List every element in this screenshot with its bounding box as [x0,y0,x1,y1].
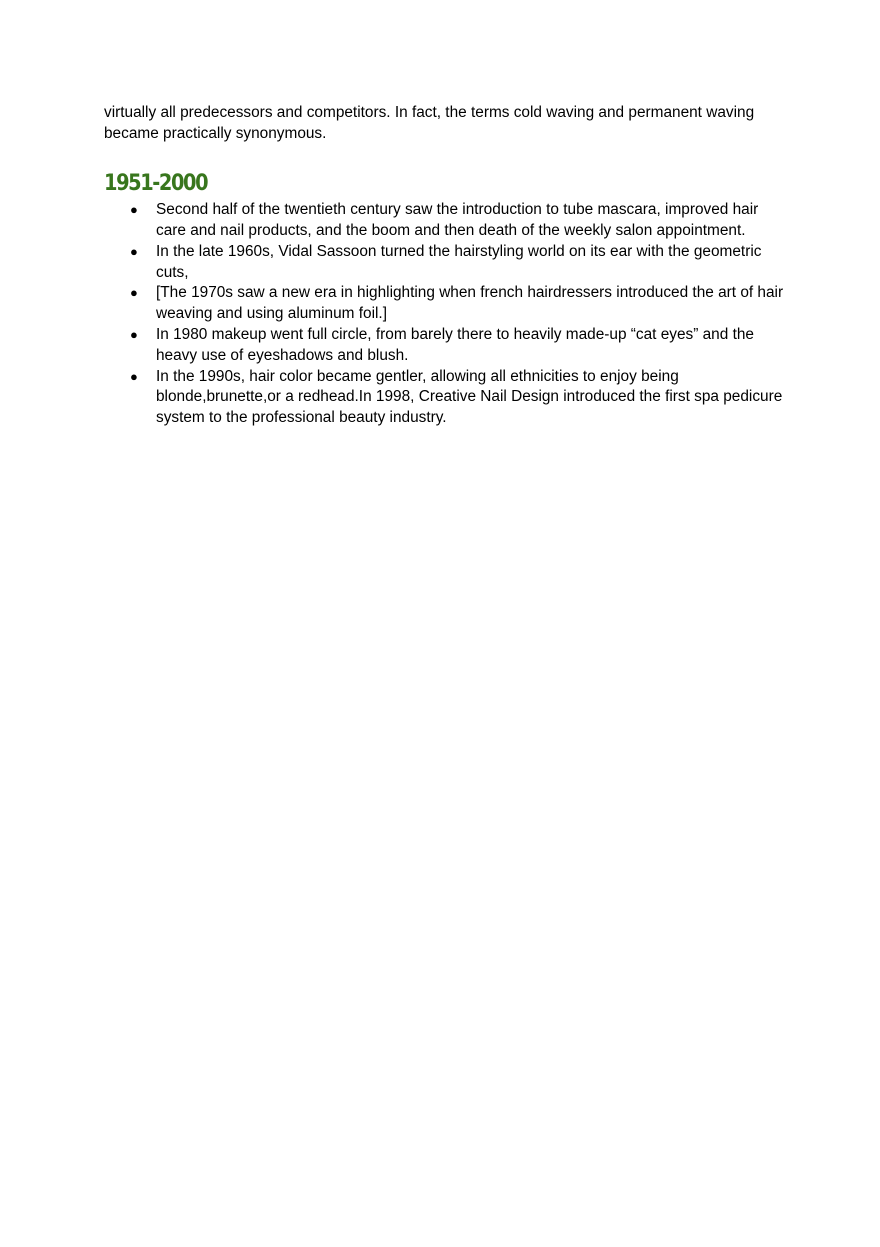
list-item-text: [The 1970s saw a new era in highlighting when french hairdressers introduced the art of hair weaving and using aluminum foil.] [156,284,784,323]
list-item [104,283,784,325]
list-item [104,200,784,242]
bullet-icon: ● [130,285,138,301]
document-body [104,103,784,429]
list-item [104,325,784,367]
bullet-icon: ● [130,368,138,384]
bullet-icon: ● [130,326,138,342]
list-item-text: Second half of the twentieth century saw the introduction to tube mascara, improved hair care and nail products, and the boom and then death of the weekly salon appointment. [156,201,759,239]
list-item [104,367,784,429]
list-item-text: In 1980 makeup went full circle, from barely there to heavily made-up “cat eyes” and the heavy use of eyeshadows and blush. [156,325,754,364]
list-item [104,242,784,284]
list-item-text: In the late 1960s, Vidal Sassoon turned the hairstyling world on its ear with the geometric cuts, [156,242,762,281]
section-heading: 1951-2000 [104,171,208,197]
intro-paragraph: virtually all predecessors and competitors. In fact, the terms cold waving and permanent waving became practically synonymous. [104,104,755,142]
bullet-list [104,200,784,429]
list-item-text: In the 1990s, hair color became gentler, allowing all ethnicities to enjoy being blonde,brunette,or a redhead.In 1998, Creative Nail Design introduced the first spa pedicure system to the professional beauty industry. [156,367,783,427]
bullet-icon: ● [130,243,138,259]
bullet-icon: ● [130,202,138,218]
